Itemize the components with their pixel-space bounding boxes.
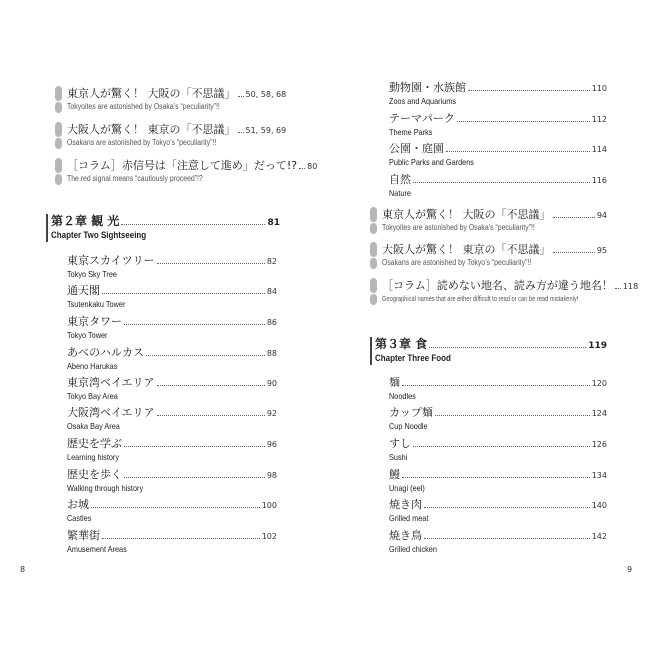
entry-page-number: 102 [261,532,277,541]
toc-entry[interactable] [55,122,287,149]
chapter-title-jp: 第２章 観 光 [51,214,120,228]
leader-dots [413,182,590,183]
entry-title-en: Osakans are astonished by Tokyo’s “peculiarity”!! [67,138,217,147]
bullet-marker [370,258,377,269]
toc-entry[interactable] [389,467,607,494]
leader-dots [124,324,265,325]
toc-entry[interactable] [67,375,277,402]
entry-title-jp: カップ麺 [389,406,433,419]
leader-dots [413,446,590,447]
entry-page-number: 95 [596,246,607,255]
leader-dots [238,132,244,133]
toc-entry[interactable] [55,158,318,185]
entry-title-en: Grilled chicken [389,544,437,554]
entry-title-jp: 公園・庭園 [389,142,444,155]
entry-title-jp: お城 [67,498,89,511]
entry-title-jp: 東京人が驚く！ 大阪の「不思議」 [67,87,236,100]
entry-title-en: Learning history [67,452,120,462]
entry-title-en: Zoos and Aquariums [389,96,457,106]
entry-page-number: 100 [261,501,277,510]
toc-entry[interactable] [370,278,639,305]
toc-entry[interactable] [389,141,607,168]
toc-entry[interactable] [55,86,287,113]
entry-page-number: 90 [266,379,277,388]
entry-title-en: Unagi (eel) [389,483,425,493]
entry-title-en: The red signal means “cautiously proceed”!? [67,174,203,183]
toc-entry[interactable] [67,497,277,524]
leader-dots [102,293,265,294]
entry-title-jp: すし [389,437,411,450]
toc-entry[interactable] [389,436,607,463]
entry-title-jp: 大阪人が驚く！ 東京の「不思議」 [67,123,236,136]
toc-entry[interactable] [67,283,277,310]
toc-entry[interactable] [389,405,607,432]
entry-page-number: 116 [591,176,607,185]
leader-dots [402,385,590,386]
leader-dots [157,415,265,416]
bullet-marker [370,242,377,257]
entry-title-en: Tokyoites are astonished by Osaka’s “peculiarity”!! [382,223,535,232]
leader-dots [124,446,265,447]
entry-page-number: 126 [591,440,607,449]
bullet-marker [370,207,377,222]
entry-page-number: 110 [591,84,607,93]
entry-page-number: 86 [266,318,277,327]
leader-dots [435,415,590,416]
entry-page-number: 114 [591,145,607,154]
bullet-marker [370,278,377,293]
entry-title-en: Tokyo Tower [67,330,108,340]
leader-dots [424,538,590,539]
leader-dots [457,121,590,122]
entry-page-number: 82 [266,257,277,266]
toc-entry[interactable] [67,345,277,372]
right-page [325,0,650,650]
chapter-page-number: 119 [588,341,607,351]
entry-title-jp: 歴史を歩く [67,468,122,481]
leader-dots [402,477,590,478]
entry-page-number: 50, 58, 68 [245,90,287,99]
chapter-page-number: 81 [267,218,280,228]
bullet-marker [55,174,62,185]
entry-page-number: 140 [591,501,607,510]
leader-dots [553,217,595,218]
entry-title-en: Tokyoites are astonished by Osaka’s “peculiarity”!! [67,102,220,111]
entry-title-en: Grilled meat [389,513,429,523]
leader-dots [238,96,244,97]
bullet-marker [55,138,62,149]
entry-page-number: 51, 59, 69 [245,126,287,135]
toc-entry[interactable] [389,80,607,107]
entry-page-number: 134 [591,471,607,480]
entry-title-jp: 大阪湾ベイエリア [67,406,155,419]
chapter-heading[interactable] [370,337,607,365]
entry-title-jp: 繁華街 [67,529,100,542]
leader-dots [157,263,265,264]
entry-title-jp: 東京スカイツリー [67,254,155,267]
entry-title-en: Nature [389,188,411,198]
entry-title-jp: テーマパーク [389,112,455,125]
entry-title-jp: 動物園・水族館 [389,81,466,94]
entry-title-en: Theme Parks [389,127,433,137]
toc-entry[interactable] [389,497,607,524]
leader-dots [146,355,265,356]
leader-dots [157,385,265,386]
entry-title-jp: あべのハルカス [67,346,144,359]
entry-title-jp: 鰻 [389,468,400,481]
leader-dots [121,224,265,225]
toc-entry[interactable] [389,375,607,402]
toc-entry[interactable] [67,467,277,494]
entry-title-en: Abeno Harukas [67,361,118,371]
bullet-marker [370,223,377,234]
entry-page-number: 80 [307,162,318,171]
entry-title-en: Public Parks and Gardens [389,157,474,167]
entry-title-en: Amusement Areas [67,544,127,554]
entry-title-jp: 自然 [389,173,411,186]
entry-page-number: 84 [266,287,277,296]
entry-title-jp: ［コラム］赤信号は「注意して進め」だって!? [67,159,298,172]
toc-entry[interactable] [67,436,277,463]
leader-dots [91,507,260,508]
entry-title-jp: 焼き肉 [389,498,422,511]
bullet-marker [55,86,62,101]
leader-dots [553,252,595,253]
leader-dots [299,168,305,169]
entry-title-en: Cup Noodle [389,421,428,431]
toc-entry[interactable] [389,528,607,555]
chapter-title-jp: 第３章 食 [375,337,428,351]
toc-entry[interactable] [67,314,277,341]
entry-title-en: Castles [67,513,92,523]
toc-entry[interactable] [370,207,607,234]
entry-title-jp: ［コラム］読めない地名、読み方が違う地名！ [382,279,613,292]
toc-entry[interactable] [389,111,607,138]
entry-page-number: 118 [622,282,639,291]
chapter-heading[interactable] [46,214,280,242]
entry-title-en: Sushi [389,452,408,462]
entry-title-en: Walking through history [67,483,144,493]
entry-page-number: 96 [266,440,277,449]
entry-title-en: Tokyo Sky Tree [67,269,117,279]
entry-title-en: Osaka Bay Area [67,421,120,431]
leader-dots [102,538,260,539]
entry-page-number: 142 [591,532,607,541]
leader-dots [468,90,590,91]
entry-title-en: Tsutenkaku Tower [67,299,126,309]
entry-title-en: Geographical names that are either difficult to read or can be read mistakenly! [382,294,579,303]
leader-dots [424,507,590,508]
toc-entry[interactable] [370,242,607,269]
leader-dots [446,151,590,152]
bullet-marker [370,294,377,305]
entry-title-jp: 歴史を学ぶ [67,437,122,450]
bullet-marker [55,122,62,137]
toc-entry[interactable] [67,253,277,280]
leader-dots [124,477,265,478]
toc-entry[interactable] [67,405,277,432]
entry-title-jp: 麺 [389,376,400,389]
entry-title-jp: 焼き鳥 [389,529,422,542]
chapter-title-en: Chapter Two Sightseeing [51,230,147,241]
toc-entry[interactable] [389,172,607,199]
entry-page-number: 120 [591,379,607,388]
entry-title-jp: 東京タワー [67,315,122,328]
bullet-marker [55,102,62,113]
entry-title-en: Osakans are astonished by Tokyo’s “peculiarity”!! [382,258,532,267]
entry-title-jp: 大阪人が驚く！ 東京の「不思議」 [382,243,551,256]
toc-entry[interactable] [67,528,277,555]
entry-title-jp: 通天閣 [67,284,100,297]
chapter-title-en: Chapter Three Food [375,353,451,364]
entry-page-number: 124 [591,409,607,418]
entry-page-number: 98 [266,471,277,480]
bullet-marker [55,158,62,173]
page-number: 9 [627,565,633,574]
entry-title-jp: 東京湾ベイエリア [67,376,155,389]
chapter-bar [46,214,48,242]
leader-dots [615,288,621,289]
entry-page-number: 92 [266,409,277,418]
entry-title-en: Tokyo Bay Area [67,391,118,401]
leader-dots [429,347,586,348]
entry-page-number: 112 [591,115,607,124]
entry-title-en: Noodles [389,391,416,401]
page-number: 8 [20,565,26,574]
entry-title-jp: 東京人が驚く！ 大阪の「不思議」 [382,208,551,221]
entry-page-number: 88 [266,349,277,358]
chapter-bar [370,337,372,365]
entry-page-number: 94 [596,211,607,220]
